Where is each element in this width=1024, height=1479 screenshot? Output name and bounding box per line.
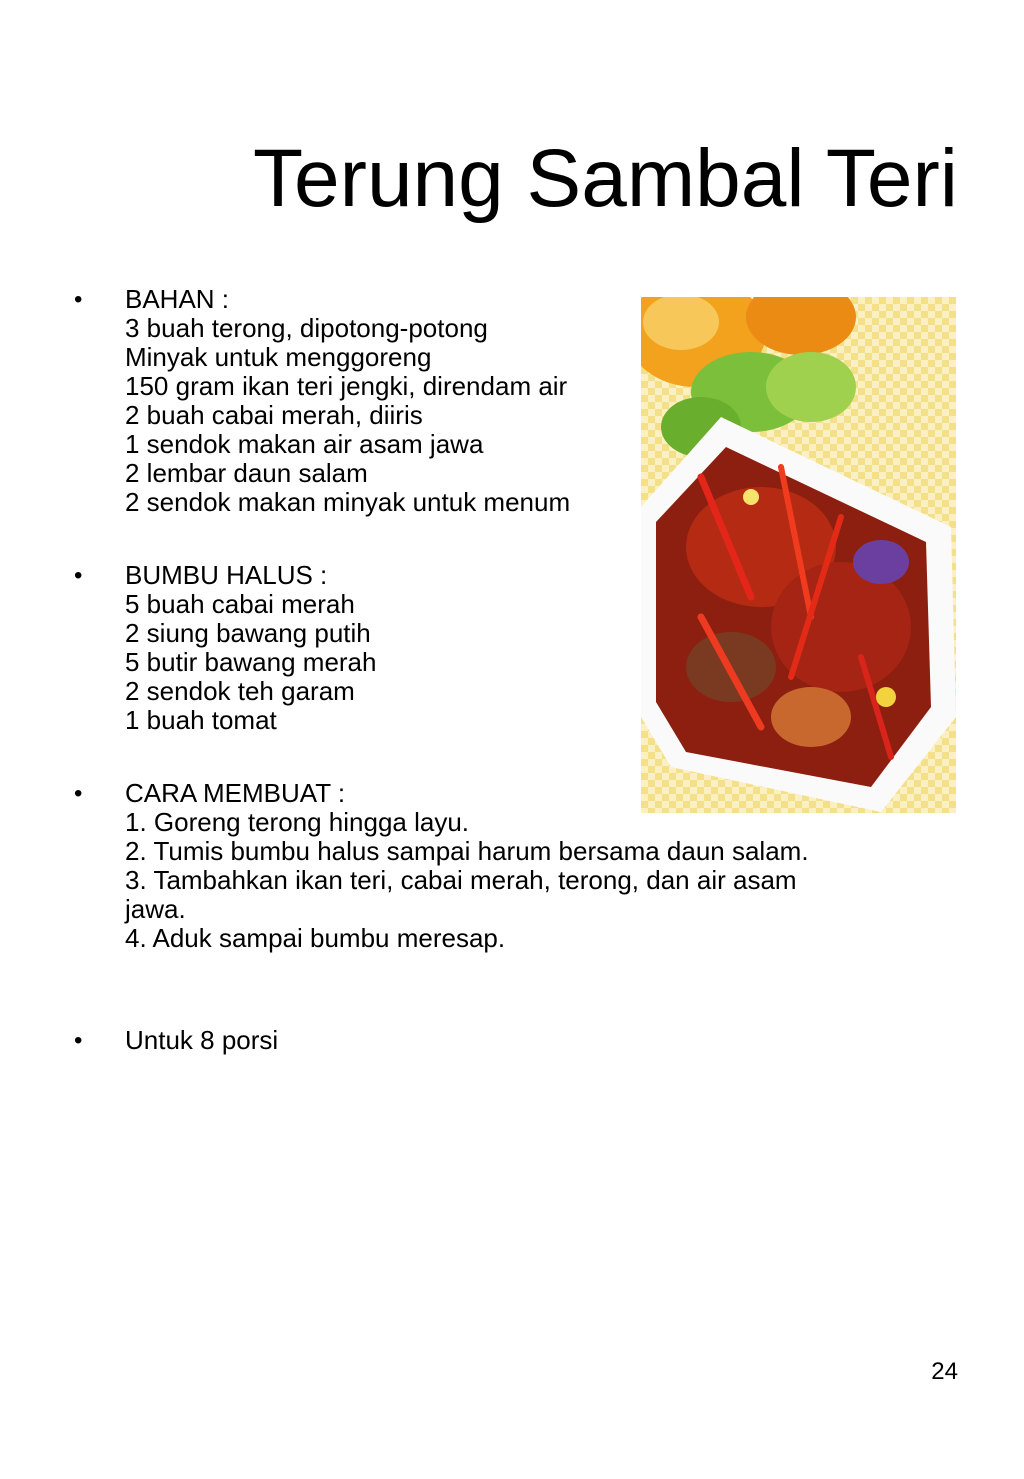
spice-item: 5 buah cabai merah — [125, 589, 355, 619]
spice-item: 2 sendok teh garam — [125, 676, 355, 706]
ingredient-item: 2 buah cabai merah, diiris — [125, 400, 423, 430]
servings-text: Untuk 8 porsi — [125, 1025, 279, 1055]
ingredient-item: Minyak untuk menggoreng — [125, 342, 432, 372]
ingredient-item: 1 sendok makan air asam jawa — [125, 429, 484, 459]
page-number: 24 — [931, 1358, 958, 1385]
servings-section — [74, 1026, 834, 1055]
ingredient-item: 2 lembar daun salam — [125, 458, 368, 488]
spice-item: 1 buah tomat — [125, 705, 277, 735]
ingredient-item: 3 buah terong, dipotong-potong — [125, 313, 488, 343]
method-step: 2. Tumis bumbu halus sampai harum bersama daun salam. — [125, 836, 809, 866]
bullet-marker: • — [74, 780, 83, 807]
method-step: 1. Goreng terong hingga layu. — [125, 807, 470, 837]
method-heading: CARA MEMBUAT : — [125, 778, 346, 808]
bullet-marker: • — [74, 562, 83, 589]
spice-item: 5 butir bawang merah — [125, 647, 377, 677]
bullet-marker: • — [74, 286, 83, 313]
ingredient-item: 150 gram ikan teri jengki, direndam air — [125, 371, 568, 401]
dish-photo — [641, 297, 956, 813]
spice-paste-heading: BUMBU HALUS : — [125, 560, 328, 590]
method-step: 4. Aduk sampai bumbu meresap. — [125, 923, 506, 953]
page-title: Terung Sambal Teri — [253, 133, 958, 224]
ingredient-item: 2 sendok makan minyak untuk menum — [125, 487, 571, 517]
ingredients-heading: BAHAN : — [125, 284, 230, 314]
method-step: 3. Tambahkan ikan teri, cabai merah, terong, dan air asam jawa. — [125, 865, 797, 924]
bullet-marker: • — [74, 1027, 83, 1054]
spice-item: 2 siung bawang putih — [125, 618, 371, 648]
